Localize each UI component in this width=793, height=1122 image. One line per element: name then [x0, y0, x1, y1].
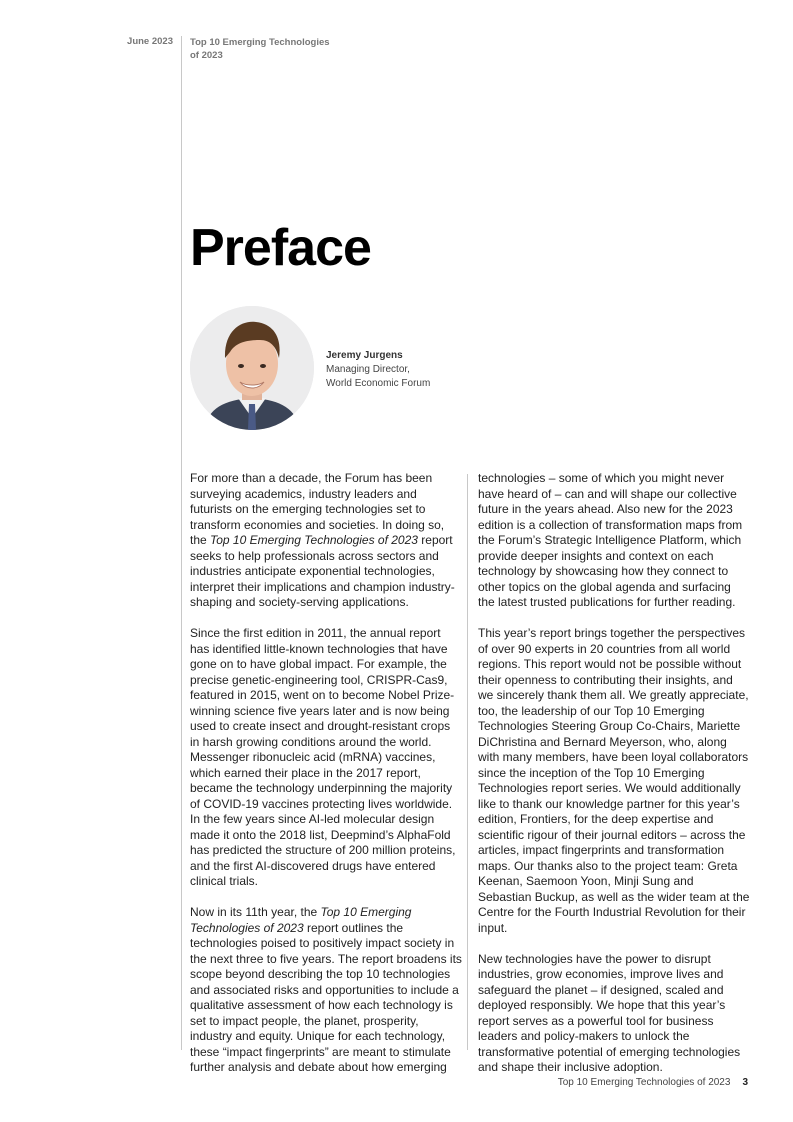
- report-title-italic: Top 10 Emerging Technologies of 2023: [210, 533, 418, 547]
- author-org: World Economic Forum: [326, 378, 431, 389]
- paragraph-1: For more than a decade, the Forum has been surveying academics, industry leaders and futurists on the emerging technologies set to transform economies and societies. In doing so, the Top 10 Emerging Technologies of 2023 report seeks to help professionals across sectors and industries anticipate exponential technologies, interpret their implications and champion industry-shaping and society-serving applications.: [190, 471, 455, 609]
- author-portrait: [190, 306, 314, 430]
- paragraph-4: This year’s report brings together the perspectives of over 90 experts in 20 countries from all world regions. This report would not be possible without their openness to contributing their insights, and we sincerely thank them all. We greatly appreciate, too, the leadership of our Top 10 Emerging Technologies Steering Group Co-Chairs, Mariette DiChristina and Bernard Meyerson, who, along with many members, have been loyal collaborators since the inception of the Top 10 Emerging Technologies report series. We would additionally like to thank our knowledge partner for this year’s edition, Frontiers, for the deep expertise and scientific rigour of their journal editors – across the articles, impact fingerprints and transformation maps. Our thanks also to the project team: Greta Keenan, Saemoon Yoon, Minji Sung and Sebastian Buckup, as well as the wider team at the Centre for the Fourth Industrial Revolution for their input.: [478, 626, 750, 935]
- column-divider-line: [467, 474, 468, 1050]
- author-name: Jeremy Jurgens: [326, 350, 403, 361]
- header-date: June 2023: [127, 36, 173, 47]
- body-column-right: [478, 471, 750, 1091]
- author-role: Managing Director,: [326, 364, 410, 375]
- page-footer: [480, 1077, 748, 1088]
- paragraph-2: Since the first edition in 2011, the annual report has identified little-known technologies that have gone on to have global impact. For example, the precise genetic-engineering tool, CRISPR-Cas9, featured in 2015, went on to become Nobel Prize-winning science five years later and is now being used to create insect and drought-resistant crops in harsh growing conditions around the world. Messenger ribonucleic acid (mRNA) vaccines, which earned their place in the 2017 report, became the technology underpinning the majority of COVID-19 vaccines protecting lives worldwide. In the few years since AI-led molecular design made it onto the 2018 list, Deepmind’s AlphaFold has predicted the structure of 200 million proteins, and the first AI-discovered drugs have entered clinical trials.: [190, 626, 456, 888]
- page-number: 3: [742, 1077, 748, 1088]
- header-title: Top 10 Emerging Technologies of 2023: [190, 37, 330, 61]
- header-divider-line: [181, 36, 182, 1050]
- page-title: Preface: [190, 219, 371, 277]
- footer-title: Top 10 Emerging Technologies of 2023: [557, 1077, 731, 1088]
- author-portrait-image: [190, 306, 314, 430]
- paragraph-3-continued: technologies – some of which you might never have heard of – can and will shape our collective future in the years ahead. Also new for the 2023 edition is a collection of transformation maps from the Forum’s Strategic Intelligence Platform, which provide deeper insights and context on each technology by showcasing how they connect to other topics on the global agenda and surfacing the latest trusted publications for further reading.: [478, 471, 743, 609]
- paragraph-3-start: Now in its 11th year, the Top 10 Emerging Technologies of 2023 report outlines the technologies poised to positively impact society in the next three to five years. The report broadens its scope beyond describing the top 10 technologies and associated risks and opportunities to include a qualitative assessment of how each technology is set to impact people, the planet, prosperity, industry and equity. Unique for each technology, these “impact fingerprints” are meant to stimulate further analysis and debate about how emerging: [190, 905, 462, 1074]
- body-column-left: [190, 471, 462, 1091]
- report-title-italic: Top 10 Emerging Technologies of 2023: [190, 905, 412, 935]
- author-info: [326, 349, 430, 391]
- paragraph-5: New technologies have the power to disrupt industries, grow economies, improve lives and safeguard the planet – if designed, scaled and deployed responsibly. We hope that this year’s report serves as a powerful tool for business leaders and policy-makers to unlock the transformative potential of emerging technologies and shape their inclusive adoption.: [478, 951, 741, 1074]
